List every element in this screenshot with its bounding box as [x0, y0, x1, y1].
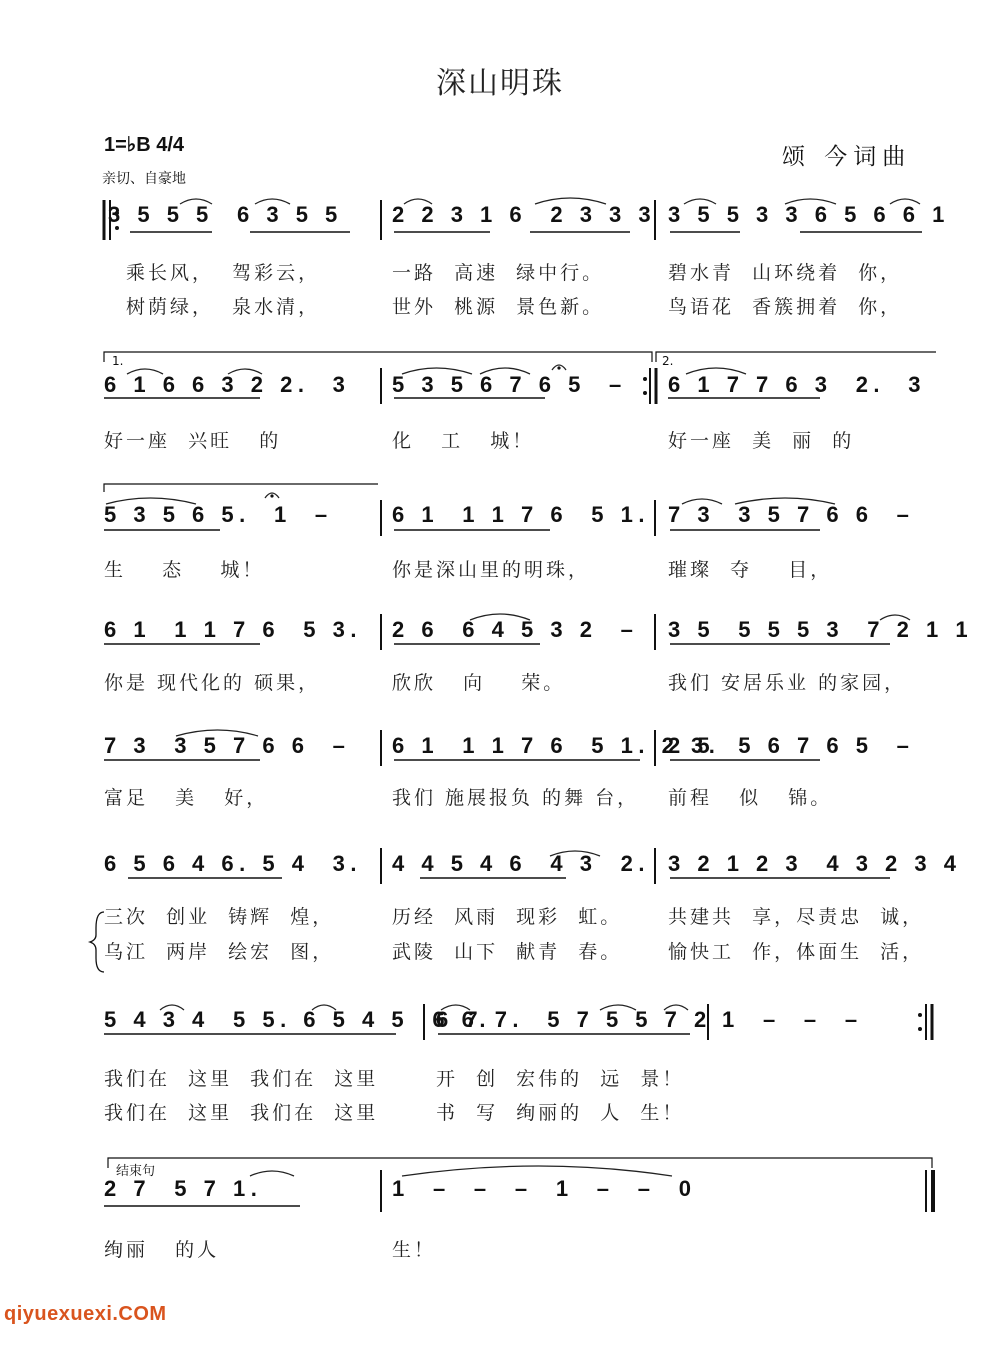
lyric-text: 你是深山里的明珠， — [392, 559, 591, 581]
lyric-text: 我们 安居乐业 的家园， — [668, 672, 907, 694]
ending-label: 结束句 — [116, 1164, 156, 1179]
note-group: 7 3 3 5 7 6 6 – — [104, 733, 351, 758]
lyric-text: 绚丽 的人 — [104, 1239, 220, 1261]
note-group: 2 6 6 4 5 3 2 – — [392, 617, 639, 642]
lyric-text: 化 工 城！ — [392, 430, 535, 452]
lyric-text: 鸟语花 香簇拥着 你， — [668, 296, 903, 318]
note-group: 3 5 5 5 5 3 7 2 1 1 — [668, 617, 974, 642]
lyric-text: 生！ — [392, 1239, 437, 1261]
lyric-text: 碧水青 山环绕着 你， — [668, 262, 903, 284]
lyric-text: 愉快工 作，体面生 活， — [668, 941, 925, 963]
note-group: 6 5 6 4 6. 5 4 3. — [104, 851, 363, 876]
note-group: 6 7 7. 5 7 5 5 7 2 — [436, 1007, 712, 1032]
note-group: 6 1 1 1 7 6 5 1. — [392, 502, 651, 527]
lyric-text: 好一座 美 丽 的 — [668, 430, 855, 452]
note-group: 4 4 5 4 6 4 3 2. — [392, 851, 651, 876]
composer-credit: 颂 今词曲 — [782, 144, 912, 170]
note-group: 3 5 5 3 3 6 5 6 6 1 — [668, 202, 950, 227]
lyric-text: 世外 桃源 景色新。 — [392, 296, 605, 318]
lyric-text: 好一座 兴旺 的 — [104, 430, 282, 452]
note-group: 2 7 5 7 1. — [104, 1176, 263, 1201]
key-signature: 1=♭B 4/4 — [104, 134, 185, 156]
lyric-text: 璀璨 夺 目， — [668, 559, 833, 581]
song-title: 深山明珠 — [436, 66, 564, 101]
volta-first-label: 1. — [112, 354, 124, 368]
note-group: 5 3 5 6 5. 1 – — [104, 502, 333, 527]
lyric-text: 共建共 享，尽责忠 诚， — [668, 906, 925, 928]
lyric-text: 历经 风雨 现彩 虹。 — [392, 906, 623, 928]
lyric-text: 一路 高速 绿中行。 — [392, 262, 605, 284]
lyric-text: 乘长风， 驾彩云， — [126, 262, 321, 284]
site-watermark: qiyuexuexi.COM — [4, 1303, 167, 1325]
note-group: 6 1 1 1 7 6 5 3. — [104, 617, 363, 642]
note-group: 2 5 5 6 7 6 5 – — [668, 733, 915, 758]
volta-second-label: 2. — [662, 354, 674, 368]
lyric-text: 你是 现代化的 硕果， — [104, 672, 321, 694]
lyric-text: 我们 施展报负 的舞 台， — [392, 787, 640, 809]
note-group: 1 – – – 1 – – 0 — [392, 1176, 697, 1201]
note-group: 6 1 1 1 7 6 5 1. 2 3. — [392, 733, 721, 758]
lyric-text: 富足 美 好， — [104, 787, 269, 809]
lyric-text: 开 创 宏伟的 远 景！ — [436, 1068, 685, 1090]
note-group: 6 1 6 6 3 2 2. 3 — [104, 372, 351, 397]
note-group: 1 – – – — [722, 1007, 863, 1032]
lyric-text: 乌江 两岸 绘宏 图， — [104, 941, 335, 963]
lyric-text: 生 态 城！ — [104, 559, 265, 581]
expression-marking: 亲切、自豪地 — [102, 171, 186, 187]
lyric-text: 欣欣 向 荣。 — [392, 672, 566, 694]
note-group: 2 2 3 1 6 2 3 3 3 — [392, 202, 657, 227]
note-group: 3 5 5 5 6 3 5 5 — [108, 202, 343, 227]
note-group: 5 3 5 6 7 6 5 – — [392, 372, 627, 397]
lyric-text: 前程 似 锦。 — [668, 787, 833, 809]
note-group: 7 3 3 5 7 6 6 – — [668, 502, 915, 527]
lyric-text: 武陵 山下 献青 春。 — [392, 941, 623, 963]
lyric-text: 我们在 这里 我们在 这里 — [104, 1102, 379, 1124]
lyric-text: 我们在 这里 我们在 这里 — [104, 1068, 379, 1090]
note-group: 6 1 7 7 6 3 2. 3 — [668, 372, 927, 397]
note-group: 3 2 1 2 3 4 3 2 3 4 — [668, 851, 962, 876]
lyric-text: 书 写 绚丽的 人 生！ — [436, 1102, 685, 1124]
lyric-text: 三次 创业 铸辉 煌， — [104, 906, 335, 928]
note-group: 5 4 3 4 5 5. 6 5 4 5 6 6. — [104, 1007, 492, 1032]
lyric-text: 树荫绿， 泉水清， — [126, 296, 321, 318]
